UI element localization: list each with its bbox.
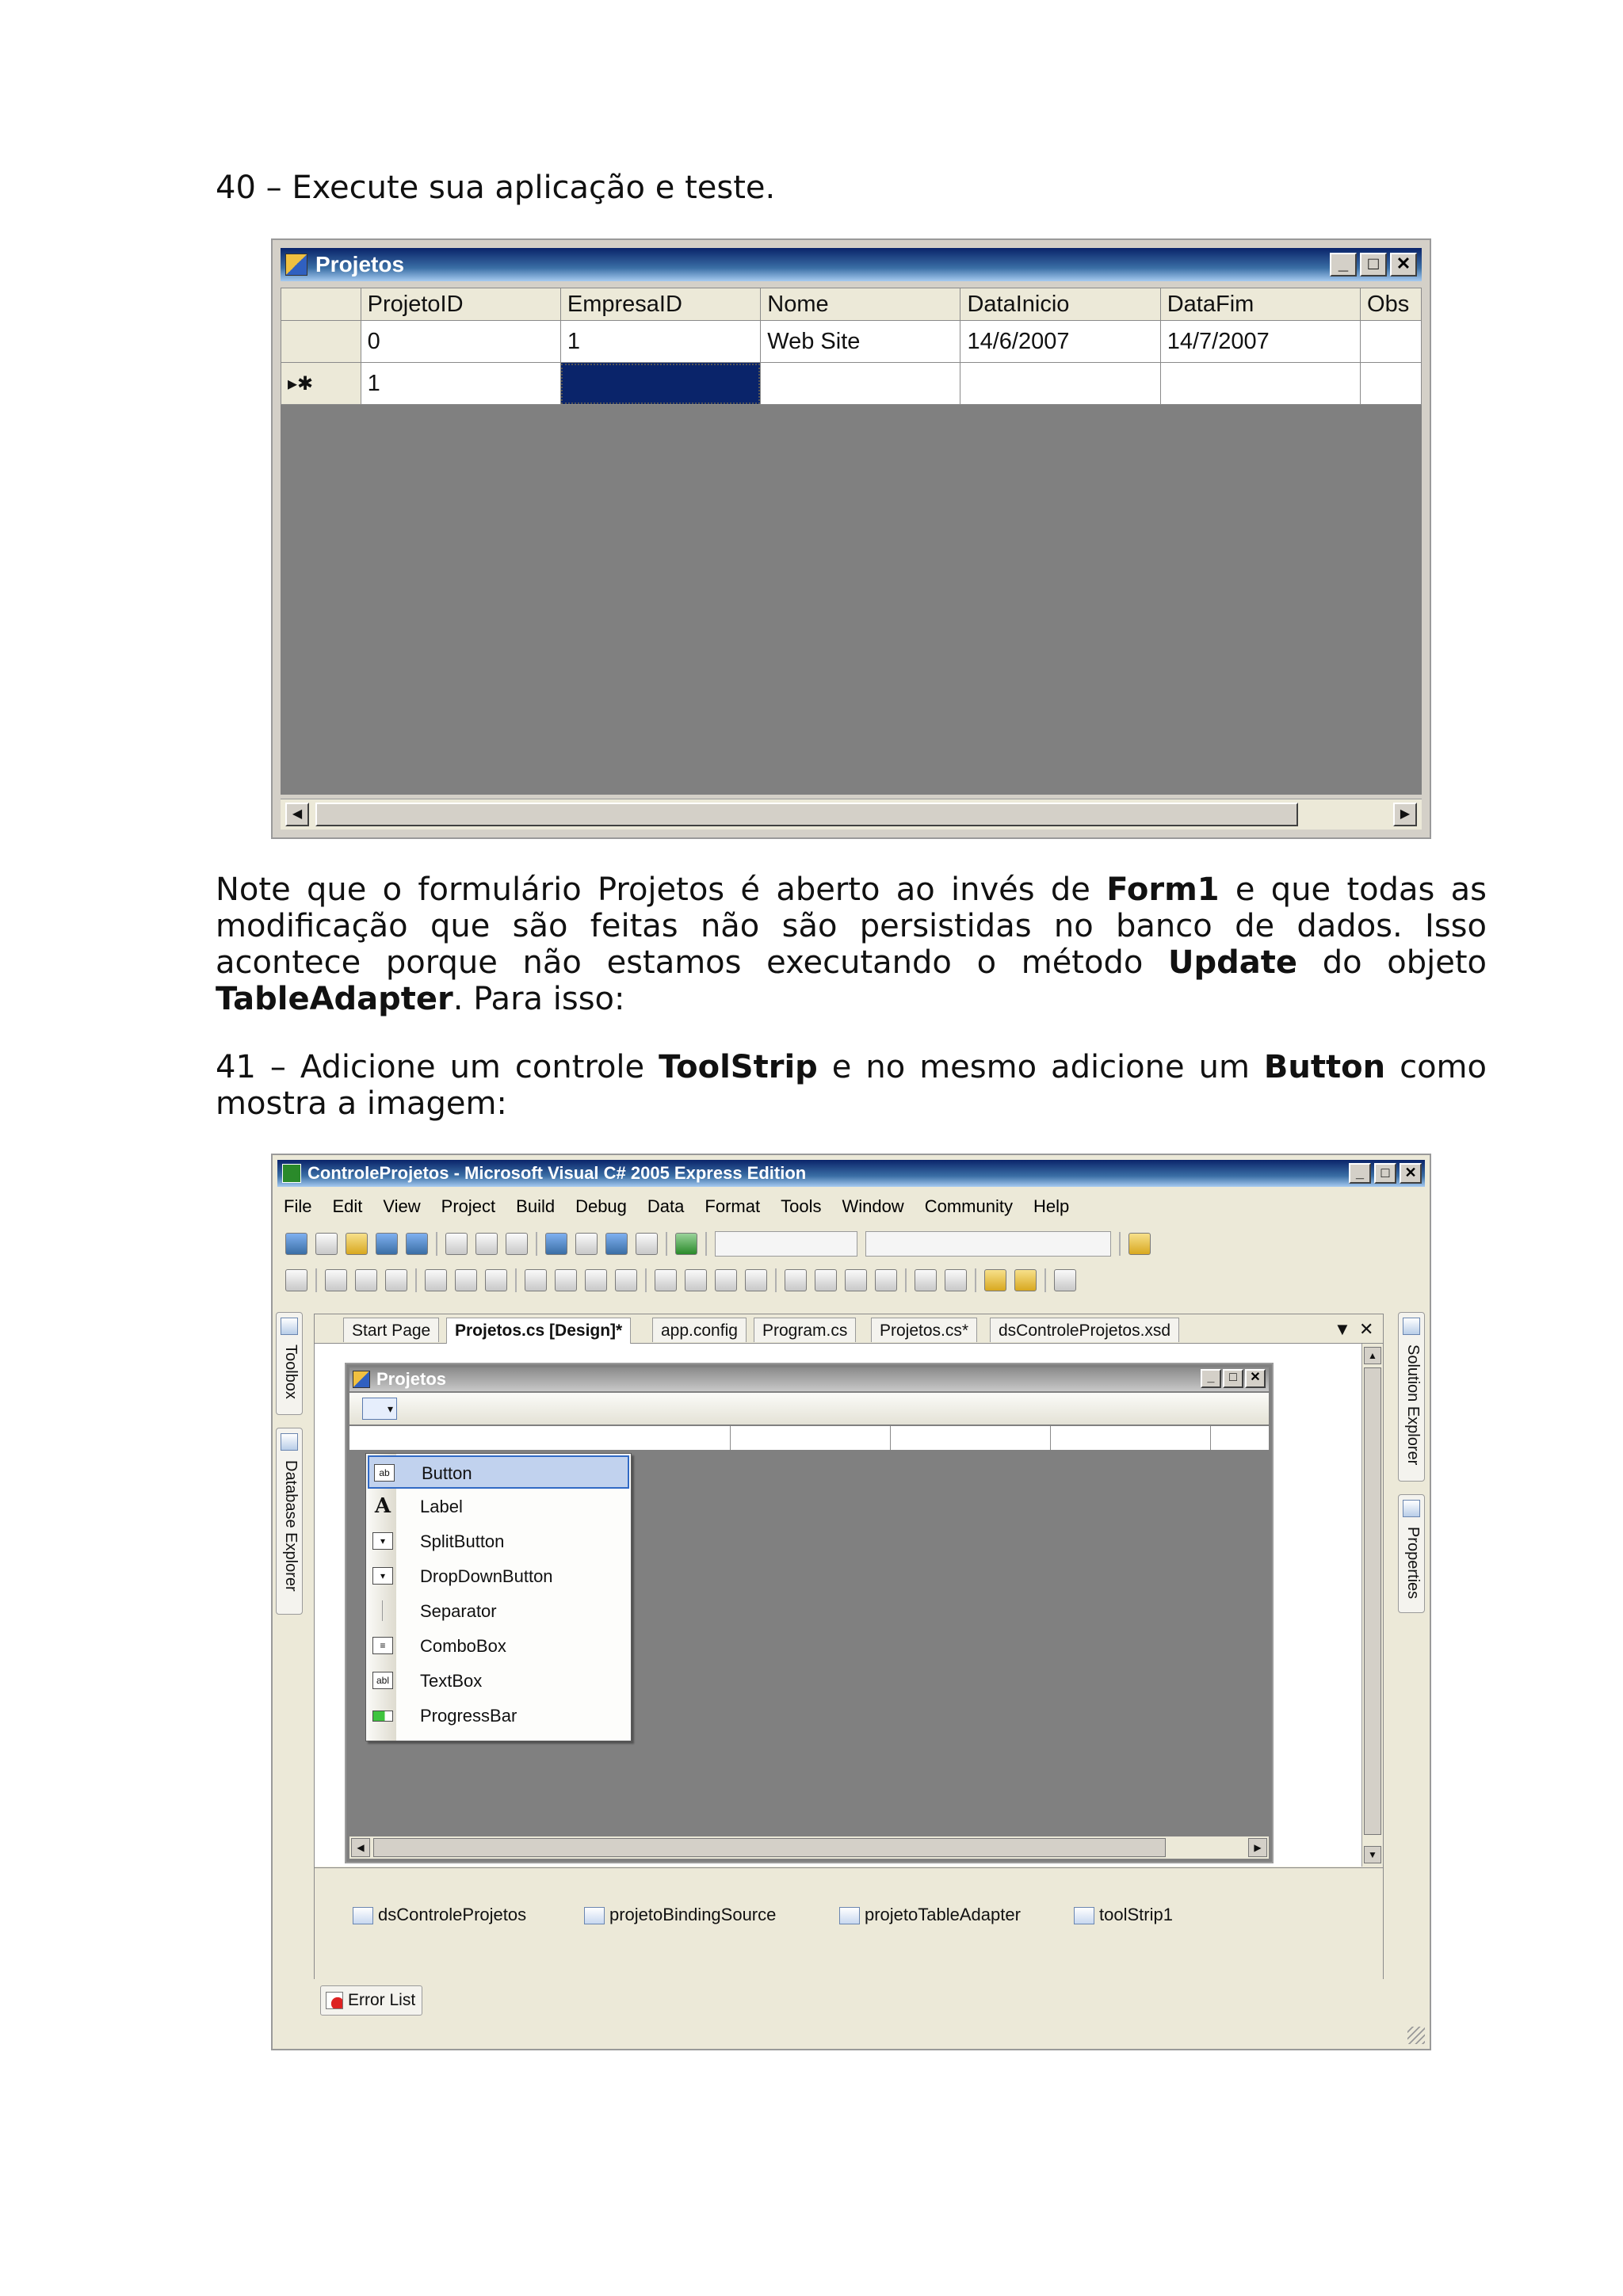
center-horizontally-icon[interactable] — [915, 1269, 937, 1291]
grid-header-row — [349, 1426, 1269, 1450]
tab-projetos-cs[interactable]: Projetos.cs* — [871, 1318, 977, 1342]
maximize-button[interactable]: □ — [1360, 253, 1387, 277]
data-grid[interactable] — [281, 288, 1422, 795]
start-debug-icon[interactable] — [675, 1233, 697, 1255]
tab-app-config[interactable]: app.config — [652, 1318, 747, 1342]
vspace-increase-icon[interactable] — [815, 1269, 837, 1291]
column-header[interactable]: EmpresaID — [560, 288, 760, 321]
hspace-equal-icon[interactable] — [655, 1269, 677, 1291]
row-header-corner — [281, 288, 361, 321]
menu-file[interactable]: File — [284, 1196, 312, 1216]
form1-bold: Form1 — [1106, 871, 1220, 908]
find-icon[interactable] — [636, 1233, 658, 1255]
bring-to-front-icon[interactable] — [984, 1269, 1006, 1291]
vspace-decrease-icon[interactable] — [845, 1269, 867, 1291]
table-row — [281, 321, 1422, 363]
textbox-icon: abl — [372, 1672, 393, 1689]
dropdown-item-separator[interactable]: Separator — [368, 1595, 629, 1628]
vspace-equal-icon[interactable] — [785, 1269, 807, 1291]
undo-icon[interactable] — [545, 1233, 567, 1255]
scroll-up-button[interactable]: ▲ — [1364, 1347, 1381, 1364]
step-41-text: 41 – Adicione um controle ToolStrip e no mesmo adicione um Button como mostra a imagem: — [216, 1049, 1487, 1122]
solution-explorer-tab[interactable]: Solution Explorer — [1398, 1312, 1425, 1482]
maximize-button[interactable]: □ — [1374, 1163, 1396, 1184]
properties-icon — [1403, 1500, 1420, 1517]
size-to-grid-icon[interactable] — [615, 1269, 637, 1291]
scroll-thumb[interactable] — [1364, 1367, 1381, 1835]
menu-help[interactable]: Help — [1033, 1196, 1070, 1216]
new-row-header[interactable]: ▸✱ — [281, 363, 361, 405]
ide-title: ControleProjetos - Microsoft Visual C# 2005 Express Edition — [307, 1163, 807, 1183]
combobox-icon: ≡ — [372, 1637, 393, 1654]
align-lefts-icon[interactable] — [325, 1269, 347, 1291]
left-dock-tabs — [276, 1312, 304, 1627]
toolstrip-icon — [1074, 1907, 1094, 1924]
button-bold: Button — [1263, 1049, 1386, 1085]
standard-toolbar — [285, 1228, 1417, 1260]
vspace-remove-icon[interactable] — [875, 1269, 897, 1291]
layout-toolbar — [285, 1264, 1417, 1296]
projetos-window-screenshot — [271, 238, 1431, 839]
column-header[interactable]: ProjetoID — [361, 288, 560, 321]
toolstrip[interactable] — [349, 1393, 1269, 1425]
menu-community[interactable]: Community — [924, 1196, 1013, 1216]
menu-window[interactable]: Window — [842, 1196, 904, 1216]
menu-format[interactable]: Format — [705, 1196, 761, 1216]
database-explorer-tab[interactable]: Database Explorer — [276, 1428, 303, 1615]
visual-csharp-icon — [282, 1164, 301, 1183]
hspace-increase-icon[interactable] — [685, 1269, 707, 1291]
menu-view[interactable]: View — [383, 1196, 421, 1216]
toolstrip-item-dropdown — [365, 1453, 632, 1741]
column-header[interactable]: DataFim — [1160, 288, 1360, 321]
dropdown-item-dropdownbutton[interactable]: ▾ DropDownButton — [368, 1560, 629, 1593]
component-tray — [315, 1867, 1383, 1979]
grid-cell[interactable]: 0 — [361, 321, 560, 363]
paste-icon[interactable] — [506, 1233, 528, 1255]
button-icon: ab — [374, 1464, 395, 1482]
window-title-bar — [281, 248, 1422, 281]
scroll-down-button[interactable]: ▼ — [1364, 1846, 1381, 1863]
hspace-remove-icon[interactable] — [745, 1269, 767, 1291]
designer-form-title: Projetos — [376, 1369, 447, 1389]
scroll-thumb[interactable] — [315, 803, 1298, 826]
progressbar-icon — [372, 1711, 393, 1722]
label-icon: A — [374, 1494, 391, 1518]
align-middles-icon[interactable] — [455, 1269, 477, 1291]
close-button[interactable]: ✕ — [1390, 253, 1417, 277]
row-header[interactable] — [281, 321, 361, 363]
scroll-right-button[interactable]: ▶ — [1393, 803, 1417, 826]
menu-debug[interactable]: Debug — [575, 1196, 627, 1216]
grid-cell-selected[interactable] — [560, 363, 760, 405]
document-area — [314, 1314, 1384, 1979]
column-header[interactable]: DataInicio — [960, 288, 1160, 321]
resize-grip[interactable] — [1407, 2027, 1425, 2044]
toolbox-icon — [281, 1318, 298, 1335]
save-all-icon[interactable] — [406, 1233, 428, 1255]
dropdown-item-label[interactable]: A Label — [368, 1490, 629, 1524]
same-width-icon[interactable] — [525, 1269, 547, 1291]
add-toolstrip-item-button[interactable]: ▾ — [362, 1398, 397, 1420]
platform-combo[interactable] — [865, 1231, 1111, 1257]
grid-cell[interactable] — [1361, 363, 1422, 405]
grid-cell[interactable]: 1 — [361, 363, 560, 405]
tab-projetos-design[interactable]: Projetos.cs [Design]* — [446, 1318, 631, 1344]
align-grid-icon[interactable] — [285, 1269, 307, 1291]
save-icon[interactable] — [376, 1233, 398, 1255]
designer-form-hscrollbar: ◀ ▶ — [349, 1836, 1269, 1859]
maximize-button: □ — [1223, 1369, 1243, 1388]
grid-cell[interactable] — [1160, 363, 1360, 405]
dropdown-item-textbox[interactable]: abl TextBox — [368, 1665, 629, 1698]
update-bold: Update — [1168, 944, 1298, 981]
tray-table-adapter[interactable]: projetoTableAdapter — [839, 1905, 1021, 1925]
toolbox-tab[interactable]: Toolbox — [276, 1312, 303, 1415]
dropdown-item-combobox[interactable]: ≡ ComboBox — [368, 1630, 629, 1663]
grid-header-row — [281, 288, 1422, 321]
align-bottoms-icon[interactable] — [485, 1269, 507, 1291]
tray-toolstrip[interactable]: toolStrip1 — [1074, 1905, 1173, 1925]
send-to-back-icon[interactable] — [1014, 1269, 1037, 1291]
menu-build[interactable]: Build — [516, 1196, 556, 1216]
tab-order-icon[interactable] — [1054, 1269, 1076, 1291]
grid-cell[interactable]: 14/6/2007 — [960, 321, 1160, 363]
splitbutton-icon: ▾ — [372, 1532, 393, 1550]
cut-icon[interactable] — [445, 1233, 468, 1255]
data-grid-table — [281, 288, 1422, 405]
same-height-icon[interactable] — [555, 1269, 577, 1291]
config-combo[interactable] — [715, 1231, 857, 1257]
ide-window-screenshot — [271, 1154, 1431, 2050]
copy-icon[interactable] — [475, 1233, 498, 1255]
dropdown-item-button[interactable]: ab Button — [368, 1455, 629, 1489]
align-rights-icon[interactable] — [385, 1269, 407, 1291]
menu-edit[interactable]: Edit — [332, 1196, 363, 1216]
window-title: Projetos — [315, 252, 405, 277]
form-designer — [315, 1344, 1362, 1867]
error-list-icon — [326, 1992, 343, 2009]
column-header[interactable]: Nome — [761, 288, 960, 321]
form-icon — [353, 1371, 370, 1388]
dropdown-item-splitbutton[interactable]: ▾ SplitButton — [368, 1525, 629, 1558]
align-centers-icon[interactable] — [355, 1269, 377, 1291]
tableadapter-bold: TableAdapter — [216, 981, 453, 1017]
designer-form-title-bar — [349, 1367, 1269, 1391]
dropdown-item-progressbar[interactable]: ProgressBar — [368, 1699, 629, 1733]
grid-cell[interactable] — [1361, 321, 1422, 363]
properties-icon[interactable] — [1128, 1233, 1151, 1255]
table-row-new — [281, 363, 1422, 405]
open-folder-icon[interactable] — [346, 1233, 368, 1255]
ide-title-bar — [277, 1160, 1425, 1187]
grid-cell[interactable]: Web Site — [761, 321, 960, 363]
dropdownbutton-icon: ▾ — [372, 1567, 393, 1585]
minimize-button[interactable]: _ — [1349, 1163, 1371, 1184]
navigate-icon[interactable] — [605, 1233, 628, 1255]
menu-project[interactable]: Project — [441, 1196, 496, 1216]
designer-vertical-scrollbar[interactable] — [1361, 1344, 1383, 1867]
align-tops-icon[interactable] — [425, 1269, 447, 1291]
tab-list-dropdown[interactable]: ▼ — [1334, 1319, 1351, 1339]
step-40-text: 40 – Execute sua aplicação e teste. — [216, 170, 776, 206]
add-item-icon[interactable] — [315, 1233, 338, 1255]
toolstrip-bold: ToolStrip — [659, 1049, 818, 1085]
grid-cell[interactable]: 1 — [560, 321, 760, 363]
same-size-icon[interactable] — [585, 1269, 607, 1291]
dataset-icon — [353, 1907, 373, 1924]
right-dock-tabs — [1398, 1312, 1426, 1626]
solution-icon — [1403, 1318, 1420, 1335]
minimize-button: _ — [1201, 1369, 1221, 1388]
grid-cell[interactable]: 14/7/2007 — [1160, 321, 1360, 363]
grid-cell[interactable] — [960, 363, 1160, 405]
table-adapter-icon — [839, 1907, 860, 1924]
column-header[interactable]: Obs — [1361, 288, 1422, 321]
minimize-button[interactable]: _ — [1330, 253, 1357, 277]
document-tabs — [315, 1314, 1383, 1344]
database-icon — [281, 1433, 298, 1451]
menu-tools[interactable]: Tools — [781, 1196, 822, 1216]
hspace-decrease-icon[interactable] — [715, 1269, 737, 1291]
note-paragraph: Note que o formulário Projetos é aberto ao invés de Form1 e que todas as modificação que são feitas não são persistidas no banco de dados. Isso acontece porque não estamos executando o método Update do objeto TableAdapter. Para isso: — [216, 871, 1487, 1017]
grid-cell[interactable] — [761, 363, 960, 405]
menu-data[interactable]: Data — [647, 1196, 685, 1216]
tab-program-cs[interactable]: Program.cs — [754, 1318, 856, 1342]
tray-binding-source[interactable]: projetoBindingSource — [584, 1905, 776, 1925]
form-icon — [285, 254, 307, 276]
redo-icon[interactable] — [575, 1233, 598, 1255]
center-vertically-icon[interactable] — [945, 1269, 967, 1291]
close-button: ✕ — [1245, 1369, 1266, 1388]
error-list-tab[interactable]: Error List — [320, 1985, 422, 2016]
separator-icon — [372, 1602, 393, 1619]
properties-tab[interactable]: Properties — [1398, 1494, 1425, 1613]
tray-dataset[interactable]: dsControleProjetos — [353, 1905, 526, 1925]
close-button[interactable]: ✕ — [1400, 1163, 1422, 1184]
tab-close-button[interactable]: ✕ — [1359, 1319, 1374, 1339]
menu-bar — [284, 1196, 1069, 1220]
new-project-icon[interactable] — [285, 1233, 307, 1255]
tab-dscontroleprojetos-xsd[interactable]: dsControleProjetos.xsd — [990, 1318, 1179, 1342]
binding-source-icon — [584, 1907, 605, 1924]
horizontal-scrollbar[interactable] — [281, 799, 1422, 830]
scroll-left-button[interactable]: ◀ — [285, 803, 309, 826]
tab-start-page[interactable]: Start Page — [343, 1318, 439, 1342]
